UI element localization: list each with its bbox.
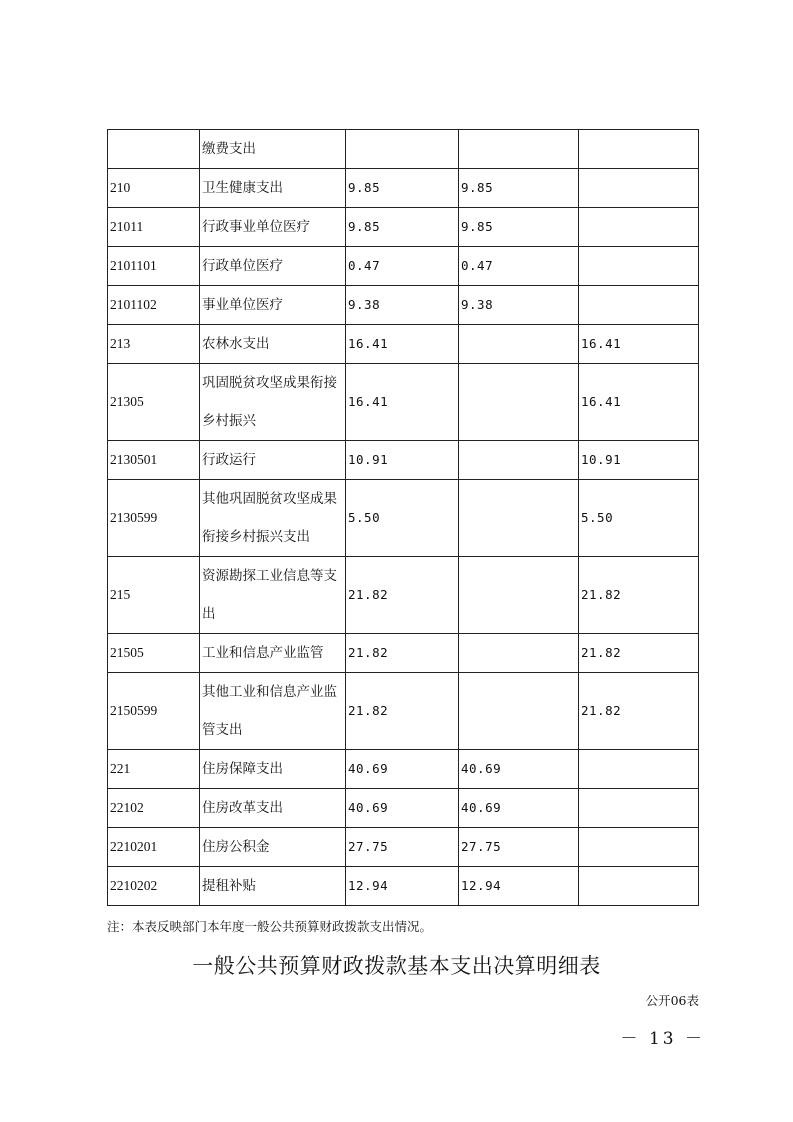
table-row [108,867,699,906]
subject-name-cell [200,673,346,750]
subject-code-cell: 21011 [108,208,200,247]
subject-code-cell: 215 [108,557,200,634]
page-number: － 13 － [620,1029,705,1049]
total-cell: 40.69 [346,750,459,789]
basic-expenditure-cell: 27.75 [459,828,579,867]
table-note: 注：本表反映部门本年度一般公共预算财政拨款支出情况。 [107,919,433,934]
subject-name-line: 行政运行 [202,452,256,468]
project-expenditure-cell: 21.82 [579,634,699,673]
total-cell: 10.91 [346,441,459,480]
subject-name-cell [200,169,346,208]
table-row [108,557,699,634]
subject-name-cell [200,750,346,789]
basic-expenditure-cell: 9.38 [459,286,579,325]
subject-name-line: 住房公积金 [202,839,270,855]
basic-expenditure-cell [459,364,579,441]
table-row [108,208,699,247]
subject-name-line: 资源勘探工业信息等支 [202,568,337,584]
basic-expenditure-cell: 9.85 [459,169,579,208]
table-row [108,325,699,364]
subject-code-cell: 22102 [108,789,200,828]
table-row [108,130,699,169]
table-row [108,286,699,325]
table-row [108,364,699,441]
subject-code-cell: 2101101 [108,247,200,286]
project-expenditure-cell [579,286,699,325]
expenditure-table [107,129,699,906]
total-cell: 16.41 [346,325,459,364]
subject-name-line: 巩固脱贫攻坚成果衔接 [202,375,337,391]
basic-expenditure-cell: 9.85 [459,208,579,247]
table-row [108,828,699,867]
total-cell: 12.94 [346,867,459,906]
subject-name-line: 提租补贴 [202,878,256,894]
total-cell: 9.85 [346,169,459,208]
subject-name-line: 事业单位医疗 [202,297,283,313]
basic-expenditure-cell [459,441,579,480]
project-expenditure-cell [579,789,699,828]
basic-expenditure-cell [459,673,579,750]
total-cell: 5.50 [346,480,459,557]
total-cell: 40.69 [346,789,459,828]
subject-code-cell: 221 [108,750,200,789]
subject-name-line: 行政单位医疗 [202,258,283,274]
project-expenditure-cell: 10.91 [579,441,699,480]
project-expenditure-cell [579,130,699,169]
project-expenditure-cell: 16.41 [579,364,699,441]
subject-name-line: 工业和信息产业监管 [202,645,324,661]
subject-code-cell: 2130599 [108,480,200,557]
subject-name-line: 住房改革支出 [202,800,283,816]
subject-name-cell [200,208,346,247]
basic-expenditure-cell [459,130,579,169]
subject-code-cell: 21505 [108,634,200,673]
table-body [108,130,699,906]
basic-expenditure-cell [459,325,579,364]
subject-code-cell: 21305 [108,364,200,441]
subject-name-cell [200,247,346,286]
subject-code-cell: 2101102 [108,286,200,325]
table-row [108,634,699,673]
subject-code-cell: 2210202 [108,867,200,906]
subject-name-cell [200,828,346,867]
total-cell: 21.82 [346,634,459,673]
table-row [108,750,699,789]
total-cell: 9.85 [346,208,459,247]
basic-expenditure-cell [459,634,579,673]
table-row [108,441,699,480]
total-cell: 9.38 [346,286,459,325]
total-cell [346,130,459,169]
project-expenditure-cell [579,247,699,286]
subject-name-cell [200,557,346,634]
subject-name-line: 行政事业单位医疗 [202,219,310,235]
subject-name-cell [200,441,346,480]
table-label: 公开06表 [645,993,699,1008]
subject-name-line: 农林水支出 [202,336,270,352]
table-row [108,673,699,750]
project-expenditure-cell: 21.82 [579,557,699,634]
total-cell: 21.82 [346,557,459,634]
subject-name-cell [200,867,346,906]
total-cell: 21.82 [346,673,459,750]
table-row [108,169,699,208]
section-title: 一般公共预算财政拨款基本支出决算明细表 [192,954,601,978]
project-expenditure-cell [579,750,699,789]
basic-expenditure-cell [459,557,579,634]
subject-name-line: 出 [202,606,216,622]
project-expenditure-cell: 21.82 [579,673,699,750]
subject-code-cell: 2130501 [108,441,200,480]
subject-name-cell [200,286,346,325]
subject-name-line: 其他巩固脱贫攻坚成果 [202,491,337,507]
subject-code-cell: 210 [108,169,200,208]
subject-name-line: 住房保障支出 [202,761,283,777]
subject-name-line: 卫生健康支出 [202,180,283,196]
total-cell: 27.75 [346,828,459,867]
basic-expenditure-cell: 40.69 [459,750,579,789]
subject-code-cell: 2150599 [108,673,200,750]
subject-name-cell [200,325,346,364]
subject-name-line: 其他工业和信息产业监 [202,684,337,700]
subject-name-cell [200,789,346,828]
project-expenditure-cell: 5.50 [579,480,699,557]
subject-name-cell [200,130,346,169]
project-expenditure-cell [579,867,699,906]
project-expenditure-cell [579,208,699,247]
subject-code-cell: 2210201 [108,828,200,867]
basic-expenditure-cell [459,480,579,557]
subject-name-cell [200,364,346,441]
basic-expenditure-cell: 12.94 [459,867,579,906]
project-expenditure-cell: 16.41 [579,325,699,364]
subject-name-line: 衔接乡村振兴支出 [202,529,310,545]
subject-name-line: 管支出 [202,722,243,738]
total-cell: 0.47 [346,247,459,286]
subject-code-cell: 213 [108,325,200,364]
subject-name-cell [200,634,346,673]
table-row [108,247,699,286]
table-row [108,789,699,828]
basic-expenditure-cell: 40.69 [459,789,579,828]
table-row [108,480,699,557]
project-expenditure-cell [579,828,699,867]
subject-code-cell [108,130,200,169]
subject-name-line: 乡村振兴 [202,413,256,429]
subject-name-cell [200,480,346,557]
basic-expenditure-cell: 0.47 [459,247,579,286]
total-cell: 16.41 [346,364,459,441]
project-expenditure-cell [579,169,699,208]
subject-name-line: 缴费支出 [202,141,256,157]
